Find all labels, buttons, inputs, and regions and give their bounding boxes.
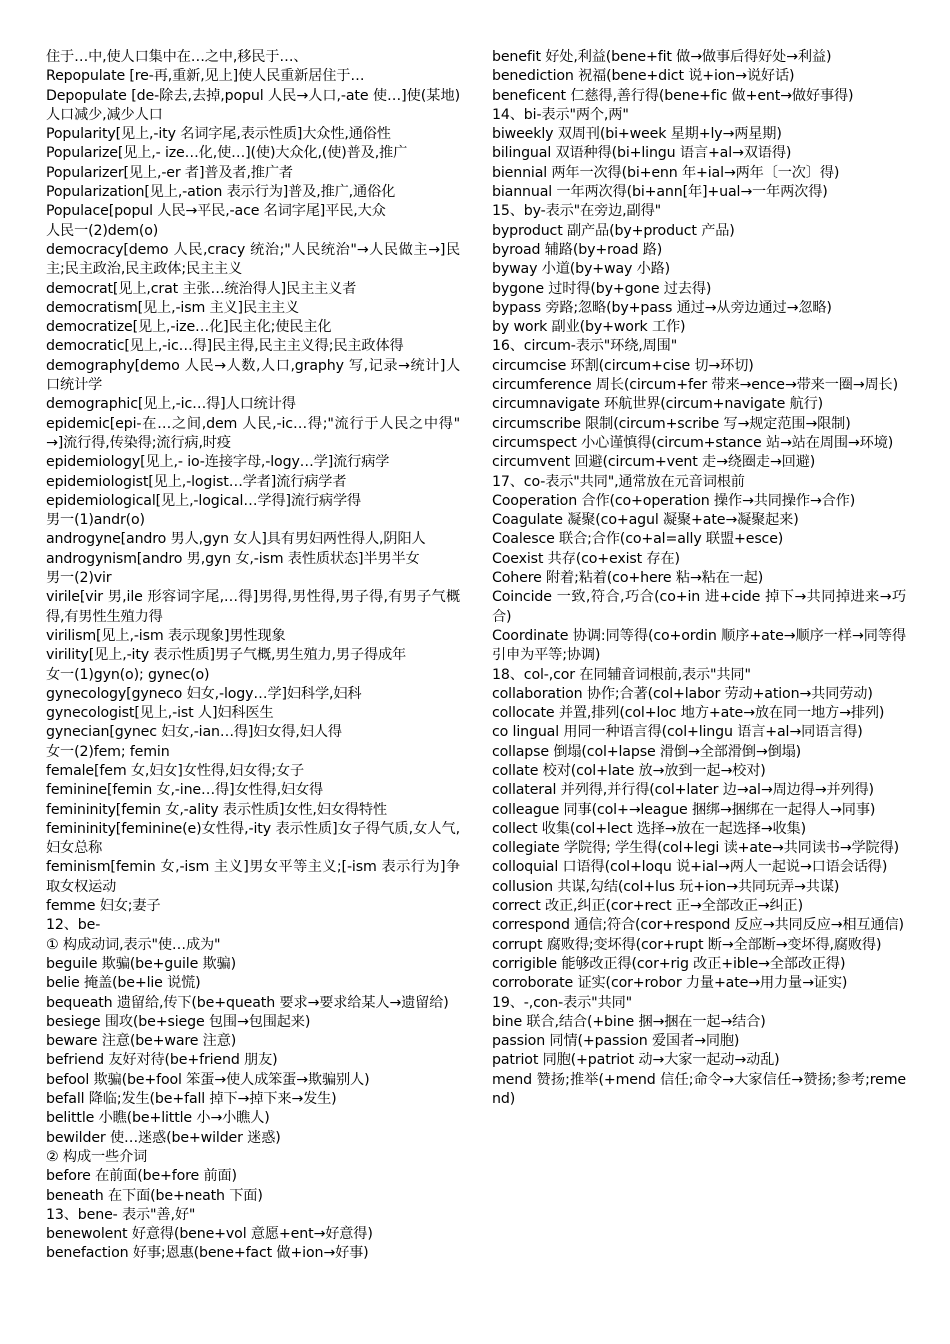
text-entry: Coagulate 凝聚(co+agul 凝聚+ate→凝聚起来) xyxy=(492,512,799,529)
text-entry: 15、by-表示"在旁边,副得" xyxy=(492,203,661,220)
text-entry: correct 改正,纠正(cor+rect 正→全部改正→纠正) xyxy=(492,898,803,915)
text-entry: ① 构成动词,表示"使…成为" xyxy=(46,936,221,953)
text-entry: biweekly 双周刊(bi+week 星期+ly→两星期) xyxy=(492,126,782,143)
text-entry: Popularization[见上,-ation 表示行为]普及,推广,通俗化 xyxy=(46,184,396,201)
text-entry: correspond 通信;符合(cor+respond 反应→共同反应→相互通信) xyxy=(492,917,904,934)
text-entry: befool 欺骗(be+fool 笨蛋→使人成笨蛋→欺骗别人) xyxy=(46,1071,370,1088)
text-entry: collate 校对(col+late 放→放到一起→校对) xyxy=(492,762,766,779)
text-entry: gynecian[gynec 妇女,-ian…得]妇女得,妇人得 xyxy=(46,724,342,741)
text-entry: bygone 过时得(by+gone 过去得) xyxy=(492,280,712,297)
text-entry: femininity[feminine(e)女性得,-ity 表示性质]女子得气质,女人气,妇女总称 xyxy=(46,820,460,857)
text-entry: bypass 旁路;忽略(by+pass 通过→从旁边通过→忽略) xyxy=(492,299,832,316)
text-entry: circumference 周长(circum+fer 带来→ence→带来一圈→周长) xyxy=(492,377,898,394)
text-entry: Popularity[见上,-ity 名词字尾,表示性质]大众性,通俗性 xyxy=(46,126,391,143)
text-entry: circumcise 环割(circum+cise 切→环切) xyxy=(492,357,754,374)
text-entry: biennial 两年一次得(bi+enn 年+ial→两年〔一次〕得) xyxy=(492,164,840,181)
text-entry: demographic[见上,-ic…得]人口统计得 xyxy=(46,396,296,413)
text-entry: 人民一(2)dem(o) xyxy=(46,222,159,239)
text-entry: democratism[见上,-ism 主义]民主主义 xyxy=(46,299,300,316)
text-entry: collateral 并列得,并行得(col+later 边→al→周边得→并列得) xyxy=(492,782,874,799)
text-entry: benewolent 好意得(bene+vol 意愿+ent→好意得) xyxy=(46,1226,373,1243)
text-entry: virility[见上,-ity 表示性质]男子气概,男生殖力,男子得成年 xyxy=(46,647,407,664)
text-entry: befriend 友好对待(be+friend 朋友) xyxy=(46,1052,278,1069)
text-entry: Depopulate [de-除去,去掉,popul 人民→人口,-ate 使…]使(某地)人口减少,减少人口 xyxy=(46,87,460,123)
text-entry: passion 同情(+passion 爱国者→同胞) xyxy=(492,1033,740,1050)
text-entry: befall 降临;发生(be+fall 掉下→掉下来→发生) xyxy=(46,1091,337,1108)
text-entry: 住于…中,使人口集中在…之中,移民于…、 xyxy=(46,49,308,65)
text-entry: collegiate 学院得; 学生得(col+legi 读+ate→共同读书→学院得) xyxy=(492,840,900,857)
text-entry: Cooperation 合作(co+operation 操作→共同操作→合作) xyxy=(492,492,856,509)
text-entry: co lingual 用同一种语言得(col+lingu 语言+al→同语言得) xyxy=(492,724,863,741)
text-entry: belie 掩盖(be+lie 说慌) xyxy=(46,975,201,992)
text-entry: Populace[popul 人民→平民,-ace 名词字尾]平民,大众 xyxy=(46,203,386,220)
text-entry: by work 副业(by+work 工作) xyxy=(492,319,686,336)
text-entry: byroad 辅路(by+road 路) xyxy=(492,241,663,258)
text-entry: 16、circum-表示"环绕,周围" xyxy=(492,338,678,355)
text-entry: 女一(2)fem; femin xyxy=(46,743,170,760)
text-entry: Coalesce 联合;合作(co+al=ally 联盟+esce) xyxy=(492,531,784,548)
text-entry: 男一(2)vir xyxy=(46,570,112,587)
text-entry: circumscribe 限制(circum+scribe 写→规定范围→限制) xyxy=(492,415,851,432)
text-entry: virile[vir 男,ile 形容词字尾,…得]男得,男性得,男子得,有男子气概得,有男性生殖力得 xyxy=(46,589,460,625)
text-entry: bewilder 使…迷惑(be+wilder 迷惑) xyxy=(46,1129,281,1146)
text-entry: 男一(1)andr(o) xyxy=(46,512,145,529)
text-entry: collect 收集(col+lect 选择→放在一起选择→收集) xyxy=(492,820,806,837)
text-entry: bilingual 双语种得(bi+lingu 语言+al→双语得) xyxy=(492,145,792,162)
text-entry: Cohere 附着;粘着(co+here 粘→粘在一起) xyxy=(492,570,764,587)
text-entry: androgynism[andro 男,gyn 女,-ism 表性质状态]半男半女 xyxy=(46,550,420,567)
text-entry: patriot 同胞(+patriot 动→大家一起动→动乱) xyxy=(492,1052,780,1069)
text-entry: virilism[见上,-ism 表示现象]男性现象 xyxy=(46,627,286,644)
text-entry: 17、co-表示"共同",通常放在元音词根前 xyxy=(492,473,745,490)
text-entry: Coexist 共存(co+exist 存在) xyxy=(492,550,680,567)
text-entry: Repopulate [re-再,重新,见上]使人民重新居住于… xyxy=(46,68,365,85)
text-entry: bequeath 遗留给,传下(be+queath 要求→要求给某人→遗留给) xyxy=(46,994,449,1011)
text-entry: femininity[femin 女,-ality 表示性质]女性,妇女得特性 xyxy=(46,801,387,818)
text-entry: collusion 共谋,勾结(col+lus 玩+ion→共同玩弄→共谋) xyxy=(492,878,840,895)
text-entry: ② 构成一些介词 xyxy=(46,1148,148,1165)
text-entry: femme 妇女;妻子 xyxy=(46,898,161,915)
text-entry: beneath 在下面(be+neath 下面) xyxy=(46,1187,263,1204)
text-entry: besiege 围攻(be+siege 包围→包围起来) xyxy=(46,1013,311,1030)
text-entry: Popularizer[见上,-er 者]普及者,推广者 xyxy=(46,164,293,181)
text-entry: corroborate 证实(cor+robor 力量+ate→用力量→证实) xyxy=(492,975,848,992)
text-entry: democratic[见上,-ic…得]民主得,民主主义得;民主政体得 xyxy=(46,338,404,355)
text-entry: bine 联合,结合(+bine 捆→捆在一起→结合) xyxy=(492,1013,766,1030)
text-entry: colleague 同事(col+→league 捆绑→捆绑在一起得人→同事) xyxy=(492,801,876,818)
text-entry: epidemiologist[见上,-logist…学者]流行病学者 xyxy=(46,473,347,490)
text-entry: 14、bi-表示"两个,两" xyxy=(492,106,629,123)
text-entry: Coordinate 协调:同等得(co+ordin 顺序+ate→顺序一样→同等得引申为平等;协调) xyxy=(492,627,906,664)
text-entry: corrigible 能够改正得(cor+rig 改正+ible→全部改正得) xyxy=(492,955,846,972)
text-entry: 18、col-,cor 在同辅音词根前,表示"共同" xyxy=(492,666,751,683)
text-entry: 女一(1)gyn(o); gynec(o) xyxy=(46,666,210,683)
text-entry: female[fem 女,妇女]女性得,妇女得;女子 xyxy=(46,762,304,779)
text-entry: democracy[demo 人民,cracy 统治;"人民统治"→人民做主→]民主;民主政治,民主政体;民主主义 xyxy=(46,241,460,278)
text-entry: circumspect 小心谨慎得(circum+stance 站→站在周围→环境) xyxy=(492,434,894,451)
text-entry: corrupt 腐败得;变坏得(cor+rupt 断→全部断→变坏得,腐败得) xyxy=(492,936,882,953)
text-entry: collaboration 协作;合著(col+labor 劳动+ation→共同劳动) xyxy=(492,685,873,702)
right-column xyxy=(492,48,906,1109)
text-entry: 19、-,con-表示"共同" xyxy=(492,994,633,1011)
text-entry: gynecology[gyneco 妇女,-logy…学]妇科学,妇科 xyxy=(46,685,362,702)
text-entry: beware 注意(be+ware 注意) xyxy=(46,1033,237,1050)
text-entry: demography[demo 人民→人数,人口,graphy 写,记录→统计]人口统计学 xyxy=(46,357,460,394)
text-entry: byproduct 副产品(by+product 产品) xyxy=(492,222,735,239)
text-entry: beguile 欺骗(be+guile 欺骗) xyxy=(46,955,236,972)
text-entry: benediction 祝福(bene+dict 说+ion→说好话) xyxy=(492,68,795,85)
text-entry: benefaction 好事;恩惠(bene+fact 做+ion→好事) xyxy=(46,1245,369,1262)
text-entry: democrat[见上,crat 主张…统治得人]民主主义者 xyxy=(46,280,357,297)
text-entry: 13、bene- 表示"善,好" xyxy=(46,1206,196,1223)
text-entry: circumvent 回避(circum+vent 走→绕圈走→回避) xyxy=(492,454,816,471)
text-entry: byway 小道(by+way 小路) xyxy=(492,261,671,278)
text-entry: beneficent 仁慈得,善行得(bene+fic 做+ent→做好事得) xyxy=(492,87,854,104)
text-entry: epidemic[epi-在…之间,dem 人民,-ic…得;"流行于人民之中得" →]流行得,传染得;流行病,时疫 xyxy=(46,415,460,451)
text-entry: mend 赞扬;推举(+mend 信任;命令→大家信任→赞扬;参考;remend) xyxy=(492,1071,906,1108)
text-entry: Coincide 一致,符合,巧合(co+in 进+cide 掉下→共同掉进来→巧合) xyxy=(492,589,906,625)
left-column xyxy=(46,48,460,1264)
text-entry: colloquial 口语得(col+loqu 说+ial→两人一起说→口语会话得) xyxy=(492,859,888,876)
text-entry: feminism[femin 女,-ism 主义]男女平等主义;[-ism 表示行为]争取女权运动 xyxy=(46,859,460,895)
text-entry: androgyne[andro 男人,gyn 女人]具有男妇两性得人,阴阳人 xyxy=(46,531,426,548)
text-entry: collocate 并置,排列(col+loc 地方+ate→放在同一地方→排列) xyxy=(492,705,885,722)
text-entry: feminine[femin 女,-ine…得]女性得,妇女得 xyxy=(46,782,324,799)
text-entry: democratize[见上,-ize…化]民主化;使民主化 xyxy=(46,319,332,336)
text-entry: epidemiological[见上,-logical…学得]流行病学得 xyxy=(46,492,362,509)
text-entry: biannual 一年两次得(bi+ann[年]+ual→一年两次得) xyxy=(492,184,828,201)
text-entry: circumnavigate 环航世界(circum+navigate 航行) xyxy=(492,396,824,413)
text-entry: collapse 倒塌(col+lapse 滑倒→全部滑倒→倒塌) xyxy=(492,743,802,760)
text-entry: 12、be- xyxy=(46,917,101,934)
text-entry: Popularize[见上,- ize…化,使…](使)大众化,(使)普及,推广 xyxy=(46,145,408,162)
text-entry: gynecologist[见上,-ist 人]妇科医生 xyxy=(46,705,274,722)
text-entry: before 在前面(be+fore 前面) xyxy=(46,1168,237,1185)
text-entry: belittle 小瞧(be+little 小→小瞧人) xyxy=(46,1110,270,1127)
text-entry: epidemiology[见上,- io-连接字母,-logy…学]流行病学 xyxy=(46,454,390,471)
text-entry: benefit 好处,利益(bene+fit 做→做事后得好处→利益) xyxy=(492,49,832,65)
